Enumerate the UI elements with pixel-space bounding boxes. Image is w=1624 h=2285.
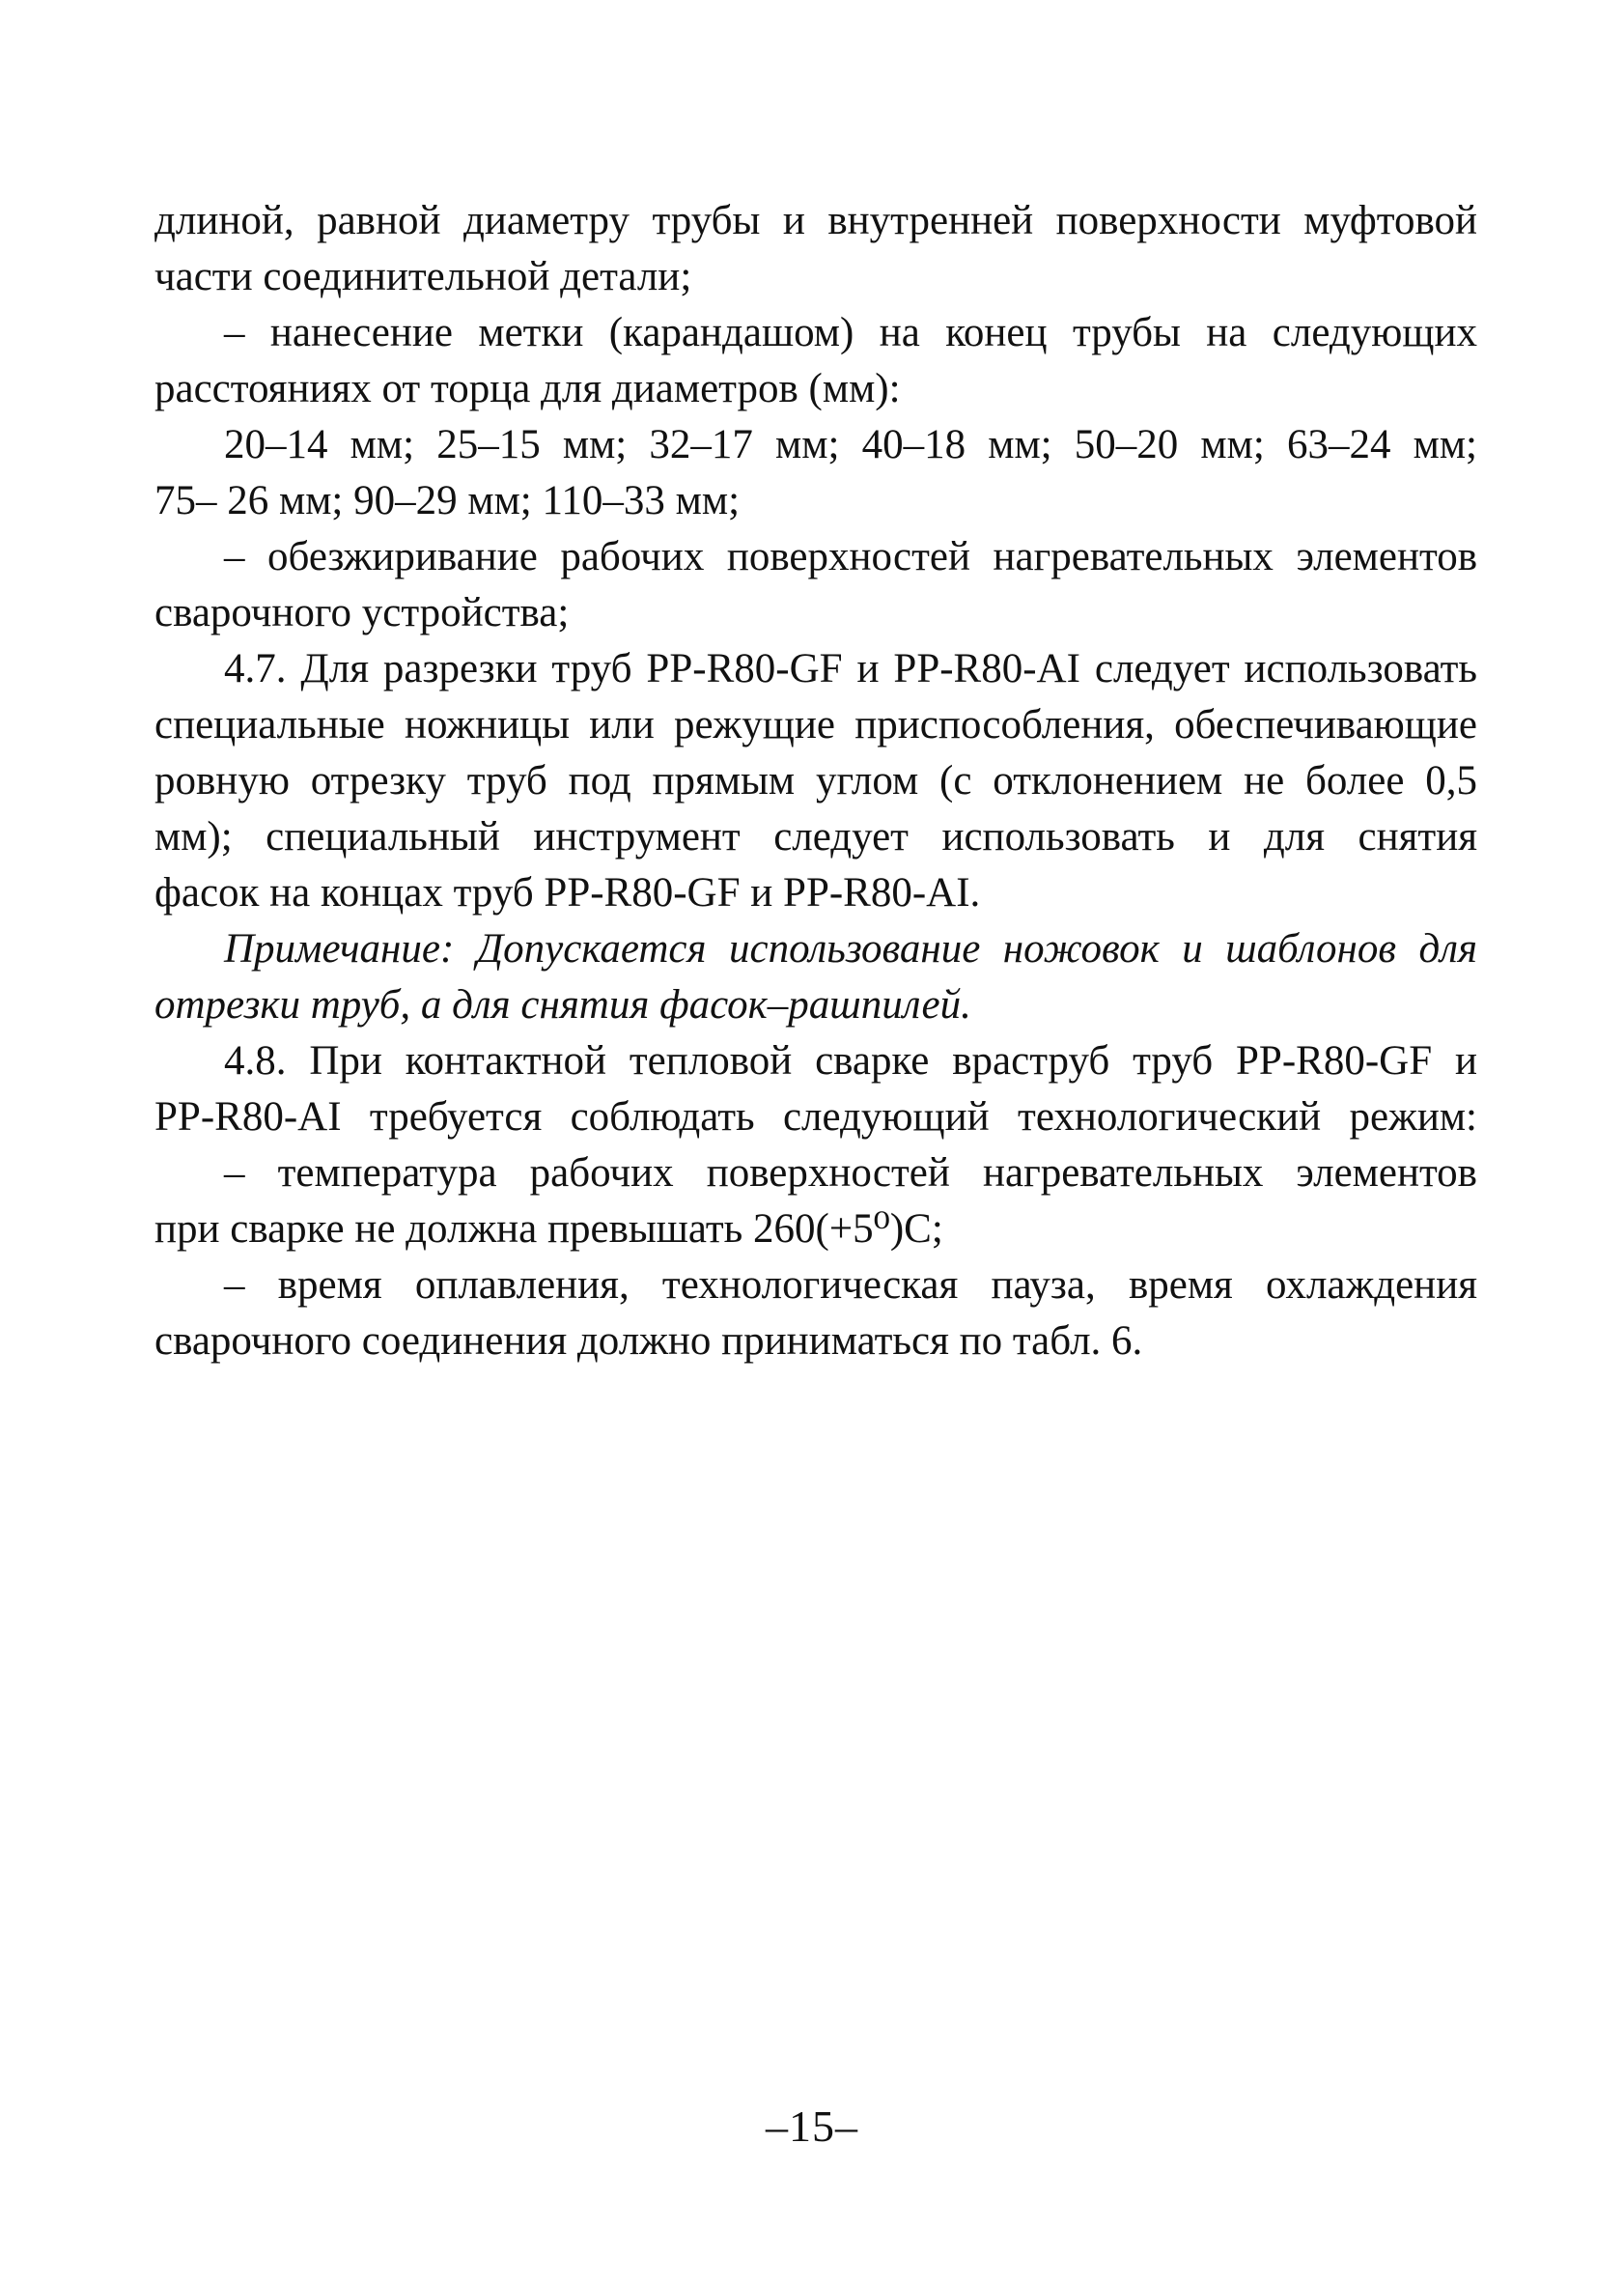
text-line: длиной, равной диаметру трубы и внутренней поверхности муфтовой	[154, 198, 1477, 243]
text-line: фасок на концах труб PP-R80-GF и PP-R80-AI.	[154, 870, 981, 916]
text-line: 4.7. Для разрезки труб PP-R80-GF и PP-R80-AI следует использовать	[224, 646, 1477, 691]
note-line: Примечание: Допускается использование ножовок и шаблонов для	[224, 926, 1477, 972]
note-line: отрезки труб, а для снятия фасок–рашпилей.	[154, 982, 971, 1028]
text-line: расстояниях от торца для диаметров (мм):	[154, 366, 901, 411]
text-line: – обезжиривание рабочих поверхностей нагревательных элементов	[224, 534, 1477, 579]
text-line: части соединительной детали;	[154, 254, 692, 299]
page-number: –15–	[766, 2102, 858, 2151]
text-line: сварочного соединения должно приниматься по табл. 6.	[154, 1318, 1143, 1364]
body-text	[154, 193, 1477, 1369]
text-line: PP-R80-AI требуется соблюдать следующий технологический режим:	[154, 1094, 1477, 1140]
text-line: сварочного устройства;	[154, 590, 570, 635]
text-line: при сварке не должна превышать 260(+5⁰)С;	[154, 1206, 943, 1252]
text-line: мм); специальный инструмент следует использовать и для снятия	[154, 814, 1477, 860]
text-line: – время оплавления, технологическая пауза, время охлаждения	[224, 1262, 1477, 1308]
text-line: ровную отрезку труб под прямым углом (с отклонением не более 0,5	[154, 758, 1477, 804]
text-line: – температура рабочих поверхностей нагревательных элементов	[224, 1150, 1477, 1196]
text-line: 20–14 мм; 25–15 мм; 32–17 мм; 40–18 мм; 50–20 мм; 63–24 мм;	[224, 422, 1477, 467]
text-line: 75– 26 мм; 90–29 мм; 110–33 мм;	[154, 478, 741, 523]
text-line: специальные ножницы или режущие приспособления, обеспечивающие	[154, 702, 1477, 748]
text-line: 4.8. При контактной тепловой сварке враструб труб PP-R80-GF и	[224, 1038, 1477, 1084]
text-line: – нанесение метки (карандашом) на конец трубы на следующих	[224, 310, 1477, 355]
